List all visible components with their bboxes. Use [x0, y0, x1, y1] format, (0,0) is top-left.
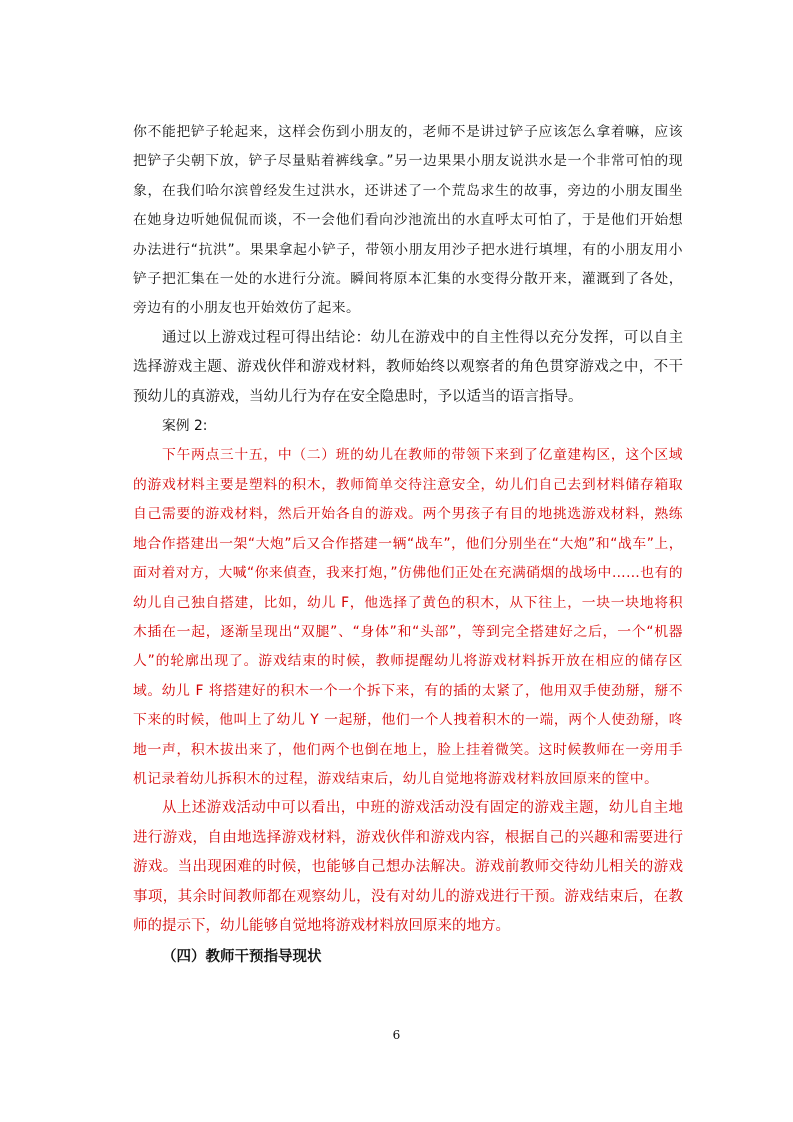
case-1-conclusion-paragraph: 通过以上游戏过程可得出结论：幼儿在游戏中的自主性得以充分发挥，可以自主选择游戏主题、游戏伙伴和游戏材料，教师始终以观察者的角色贯穿游戏之中，不干预幼儿的真游戏，当幼儿行为存在安全隐患时，予以适当的语言指导。 — [133, 329, 683, 405]
case-2-label: 案例 2: — [162, 418, 208, 435]
case-1-continuation-paragraph: 你不能把铲子轮起来，这样会伤到小朋友的，老师不是讲过铲子应该怎么拿着嘛，应该把铲子尖朝下放，铲子尽量贴着裤线拿。”另一边果果小朋友说洪水是一个非常可怕的现象，在我们哈尔滨曾经发生过洪水，还讲述了一个荒岛求生的故事，旁边的小朋友围坐在她身边听她侃侃而谈，不一会他们看向沙池流出的水直呼太可怕了，于是他们开始想办法进行“抗洪”。果果拿起小铲子，带领小朋友用沙子把水进行填埋，有的小朋友用小铲子把汇集在一处的水进行分流。瞬间将原本汇集的水变得分散开来，灌溉到了各处，旁边有的小朋友也开始效仿了起来。 — [133, 124, 683, 317]
case-2-analysis-paragraph: 从上述游戏活动中可以看出，中班的游戏活动没有固定的游戏主题，幼儿自主地进行游戏，自由地选择游戏材料，游戏伙伴和游戏内容，根据自己的兴趣和需要进行游戏。当出现困难的时候，也能够自己想办法解决。游戏前教师交待幼儿相关的游戏事项，其余时间教师都在观察幼儿，没有对幼儿的游戏进行干预。游戏结束后，在教师的提示下，幼儿能够自觉地将游戏材料放回原来的地方。 — [133, 800, 683, 934]
page-number: 6 — [392, 1028, 401, 1042]
page-body — [133, 118, 683, 973]
case-2-description-paragraph: 下午两点三十五，中（二）班的幼儿在教师的带领下来到了亿童建构区，这个区域的游戏材料主要是塑料的积木，教师简单交待注意安全，幼儿们自己去到材料储存箱取自己需要的游戏材料，然后开始各自的游戏。两个男孩子有目的地挑选游戏材料，熟练地合作搭建出一架“大炮”后又合作搭建一辆“战车”，他们分别坐在“大炮”和“战车”上，面对着对方，大喊“你来偵查，我来打炮，”仿佛他们正处在充满硝烟的战场中……也有的幼儿自己独自搭建，比如，幼儿 F，他选择了黄色的积木，从下往上，一块一块地将积木插在一起，逐渐呈现出“双腿”、“身体”和“头部”，等到完全搭建好之后，一个“机器人”的轮廓出现了。游戏结束的时候，教师提醒幼儿将游戏材料拆开放在相应的储存区域。幼儿 F 将搭建好的积木一个一个拆下来，有的插的太紧了，他用双手使劲掰，掰不下来的时候，他叫上了幼儿 Y 一起掰，他们一个人拽着积木的一端，两个人使劲掰，咚地一声，积木拔出来了，他们两个也倒在地上，脸上挂着微笑。这时候教师在一旁用手机记录着幼儿拆积木的过程，游戏结束后，幼儿自觉地将游戏材料放回原来的筐中。 — [133, 447, 683, 787]
section-heading: （四）教师干预指导现状 — [162, 949, 322, 966]
